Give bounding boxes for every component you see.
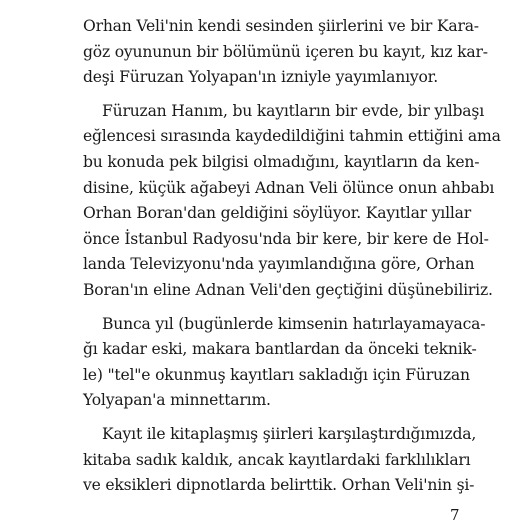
text-line: deşi Füruzan Yolyapan'ın izniyle yayımlanıyor. <box>83 68 438 87</box>
text-line: le) "tel"e okunmuş kayıtları sakladığı için Füruzan <box>83 365 470 384</box>
text-line: göz oyununun bir bölümünü içeren bu kayıt, kız kar- <box>83 42 488 61</box>
text-line: eğlencesi sırasında kaydedildiğini tahmin ettiğini ama <box>83 127 501 146</box>
text-line: landa Televizyonu'nda yayımlandığına göre, Orhan <box>83 255 475 274</box>
text-line: ğı kadar eski, makara bantlardan da önceki teknik- <box>83 340 477 359</box>
text-line: bu konuda pek bilgisi olmadığını, kayıtların da ken- <box>83 152 480 171</box>
text-line: Kayıt ile kitaplaşmış şiirleri karşılaştırdığımızda, <box>102 424 477 443</box>
paragraph-3 <box>83 312 486 414</box>
paragraph-spacer <box>83 304 463 312</box>
paragraph-4 <box>83 422 477 499</box>
text-line: ve eksikleri dipnotlarda belirttik. Orhan Veli'nin şi- <box>83 476 475 495</box>
paragraph-2 <box>83 99 501 304</box>
body-text <box>83 14 501 499</box>
paragraph-spacer <box>83 414 463 422</box>
paragraph-spacer <box>83 91 463 99</box>
page-number: 7 <box>450 506 460 524</box>
text-line: Füruzan Hanım, bu kayıtların bir evde, bir yılbaşı <box>102 101 484 120</box>
text-line: Orhan Veli'nin kendi sesinden şiirlerini ve bir Kara- <box>83 17 479 35</box>
text-line: disine, küçük ağabeyi Adnan Veli ölünce onun ahbabı <box>83 178 495 197</box>
text-line: Boran'ın eline Adnan Veli'den geçtiğini düşünebiliriz. <box>83 280 493 299</box>
text-line: kitaba sadık kaldık, ancak kayıtlardaki farklılıkları <box>83 450 471 469</box>
text-line: Bunca yıl (bugünlerde kimsenin hatırlayamayaca- <box>102 314 486 333</box>
text-line: Orhan Boran'dan geldiğini söylüyor. Kayıtlar yıllar <box>83 204 472 223</box>
text-line: önce İstanbul Radyosu'nda bir kere, bir kere de Hol- <box>83 229 489 248</box>
text-line: Yolyapan'a minnettarım. <box>83 391 271 410</box>
paragraph-1 <box>83 14 488 91</box>
